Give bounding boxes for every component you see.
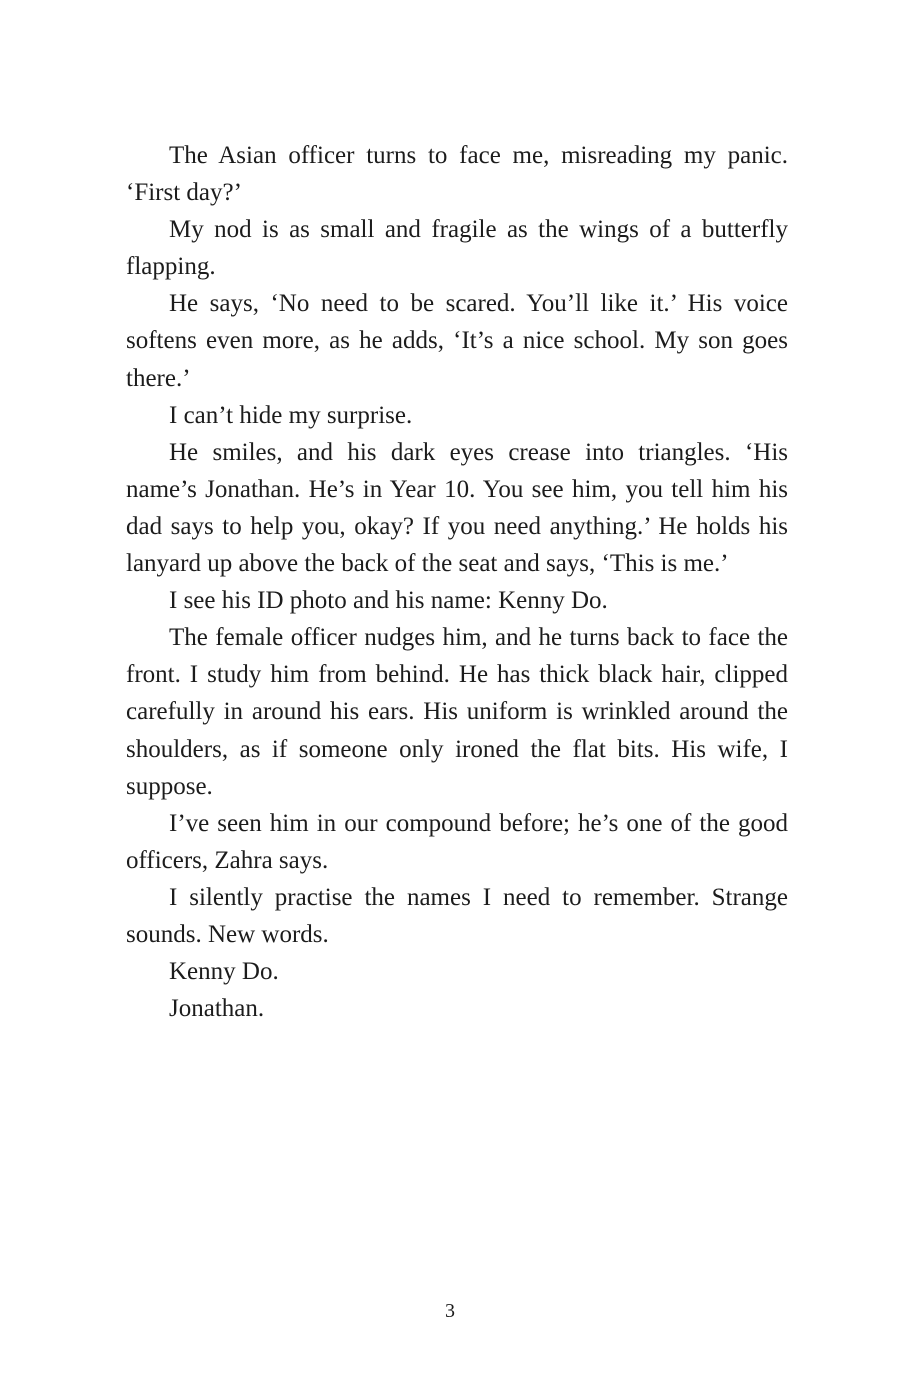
paragraph: I see his ID photo and his name: Kenny Do. bbox=[169, 587, 608, 615]
paragraph: I can’t hide my surprise. bbox=[169, 401, 413, 429]
paragraph: The Asian officer turns to face me, misreading my panic. ‘First day?’ bbox=[126, 142, 788, 207]
paragraph: My nod is as small and fragile as the wings of a butterfly flapping. bbox=[126, 216, 788, 281]
paragraph: He smiles, and his dark eyes crease into triangles. ‘His name’s Jonathan. He’s in Year 10. You see him, you tell him his dad says to help you, okay? If you need anything.’ He holds his lanyard up above the back of the seat and says, ‘This is me.’ bbox=[126, 438, 788, 578]
paragraph: The female officer nudges him, and he turns back to face the front. I study him from behind. He has thick black hair, clipped carefully in around his ears. His uniform is wrinkled around the shoulders, as if someone only ironed the flat bits. His wife, I suppose. bbox=[126, 624, 788, 800]
page-number: 3 bbox=[445, 1300, 455, 1322]
paragraph: Kenny Do. bbox=[169, 958, 279, 986]
paragraph: Jonathan. bbox=[169, 995, 265, 1023]
paragraph: I silently practise the names I need to remember. Strange sounds. New words. bbox=[126, 883, 788, 948]
body-text bbox=[126, 137, 788, 1027]
paragraph: He says, ‘No need to be scared. You’ll like it.’ His voice softens even more, as he adds, ‘It’s a nice school. My son goes there.’ bbox=[126, 290, 788, 392]
paragraph: I’ve seen him in our compound before; he’s one of the good officers, Zahra says. bbox=[126, 809, 788, 874]
